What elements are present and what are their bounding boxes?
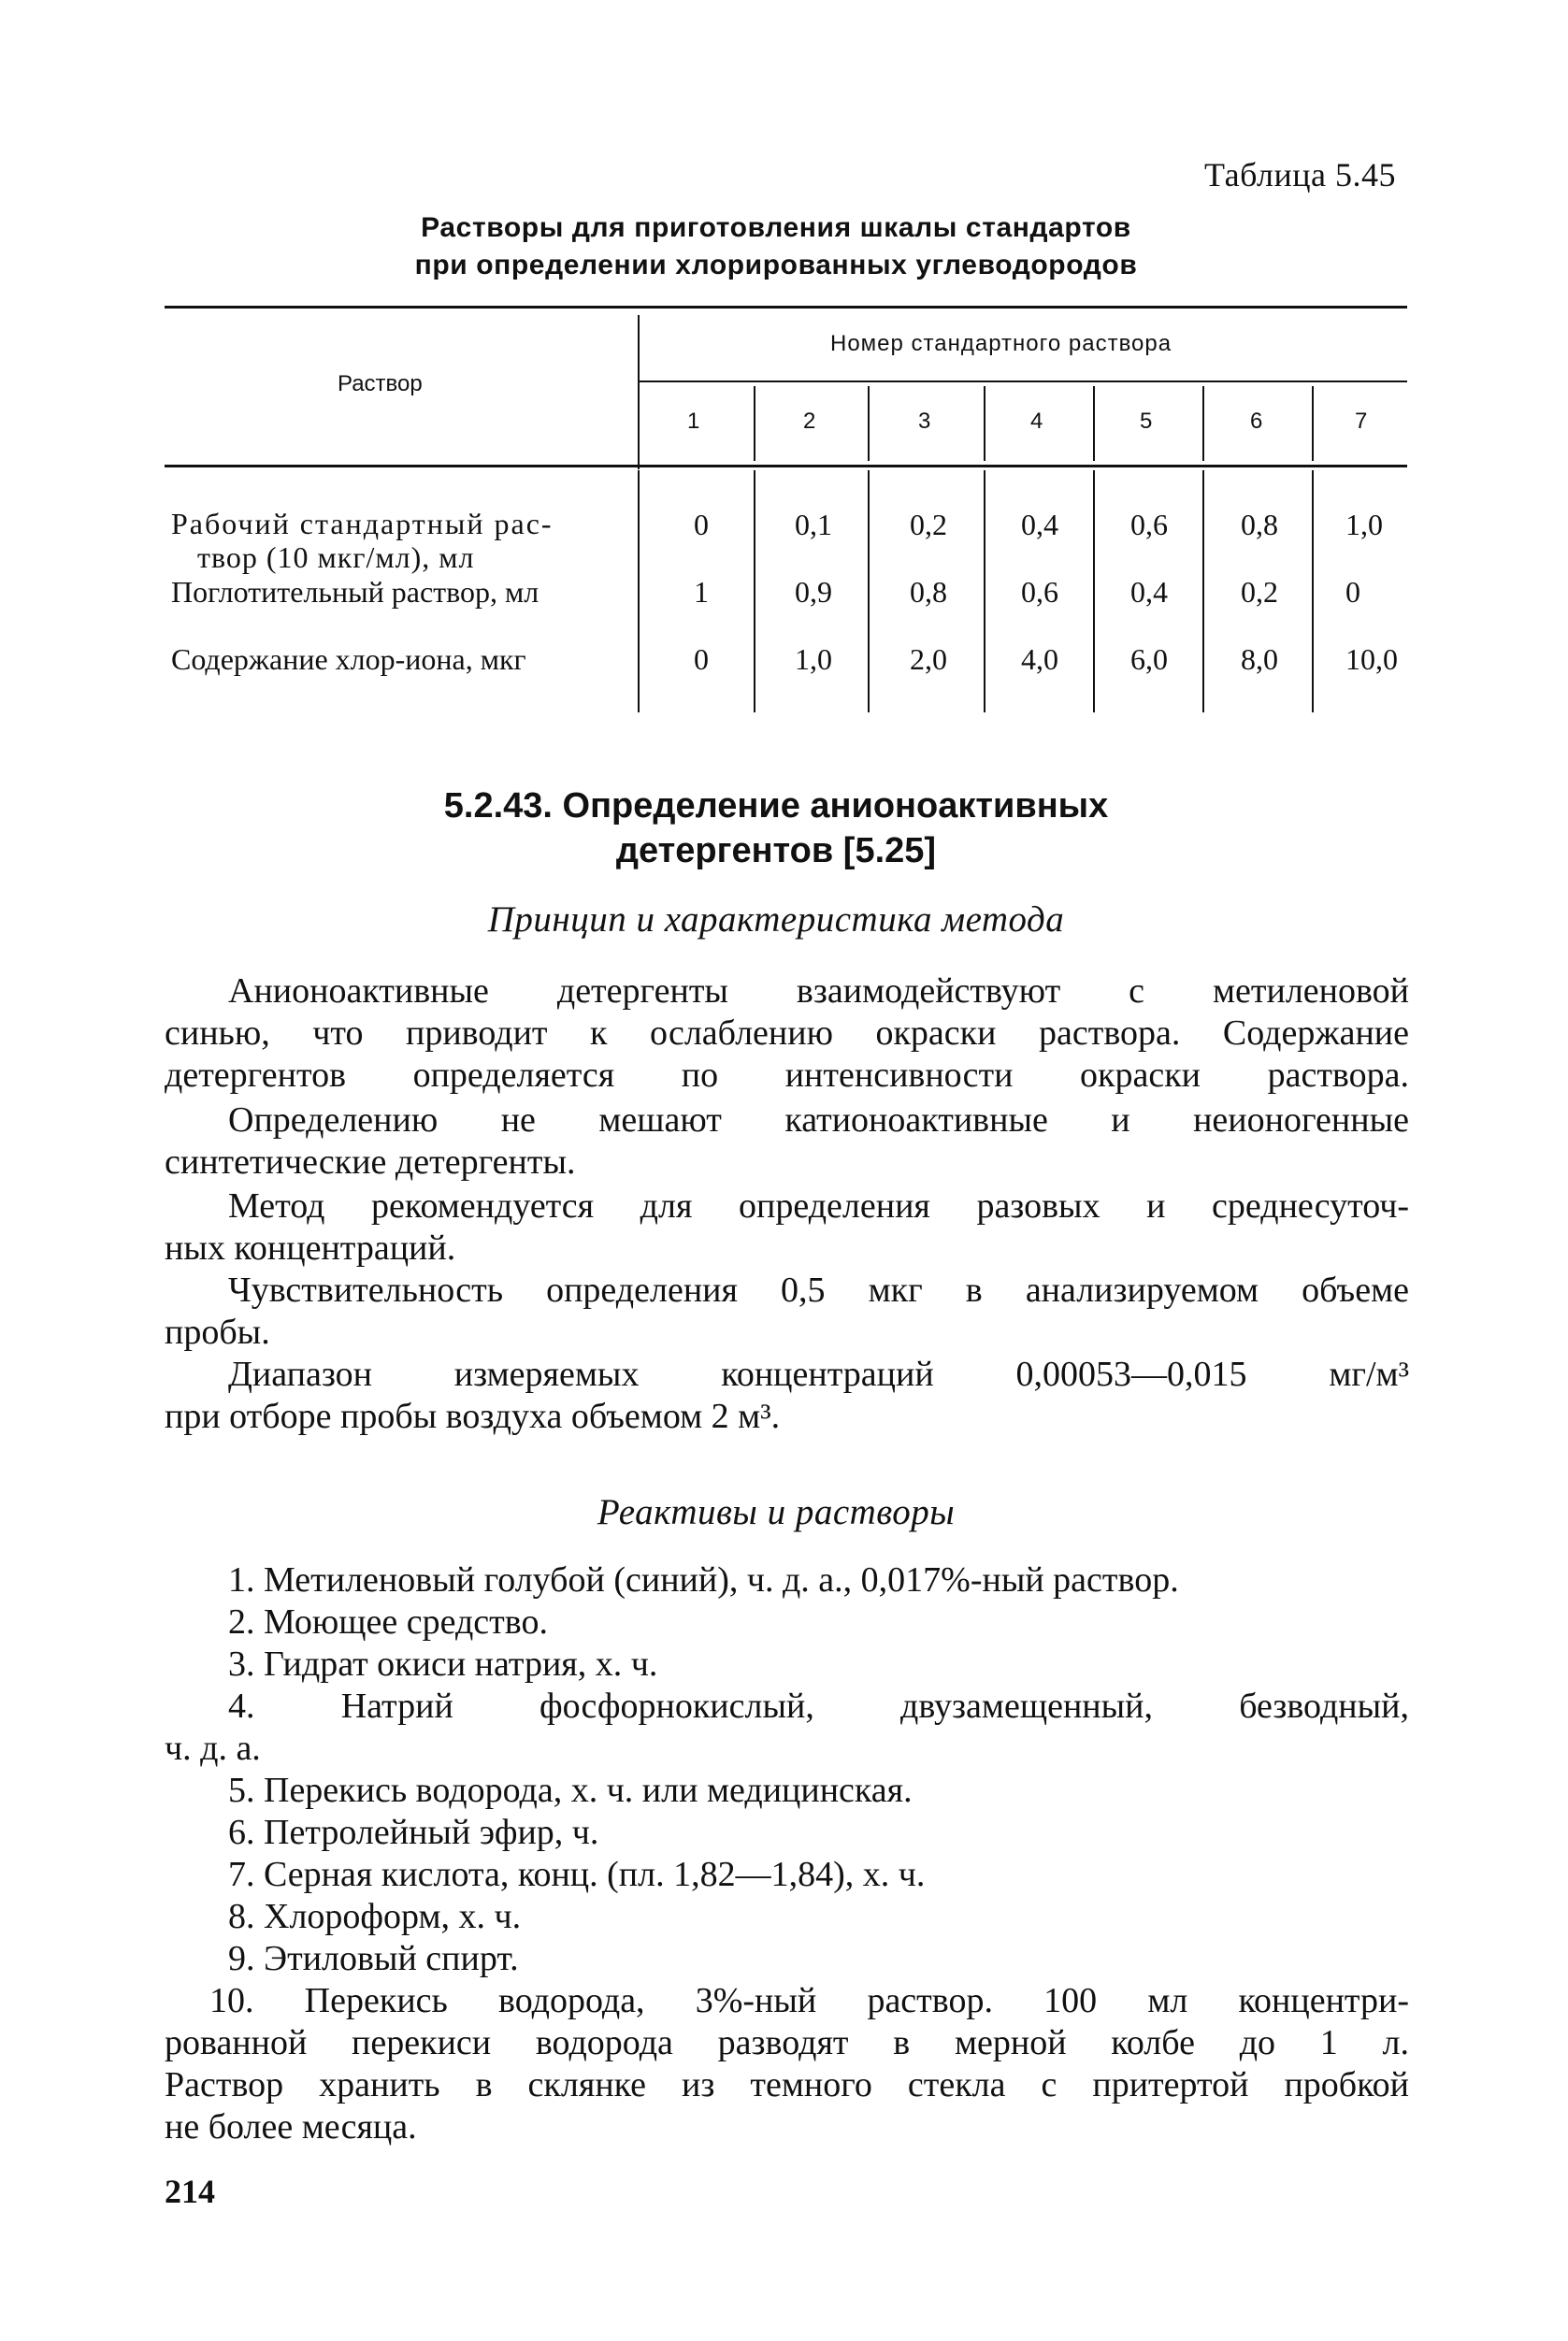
list-item: 8. Хлороформ, х. ч. [228,1897,522,1936]
paragraph-line: детергентов определяется по интенсивности окраски раствора. [165,1056,1409,1095]
section-title-line: детергентов [5.25] [615,831,937,870]
principle-heading: Принцип и характеристика метода [487,899,1065,940]
table-divider [754,386,755,461]
header-standard-number: Номер стандартного раствора [830,331,1172,356]
header-solution: Раствор [338,371,423,396]
table-divider [868,470,870,712]
table-cell: 0,6 [1130,508,1168,541]
table-cell: 6,0 [1130,642,1168,676]
reagents-heading: Реактивы и растворы [597,1492,956,1532]
reagents-list [165,1559,1409,2148]
column-header: 1 [687,409,700,434]
table-divider [868,386,870,461]
column-header: 6 [1250,409,1263,434]
table-cell: 1,0 [1345,508,1383,541]
table-cell: 0,6 [1021,575,1058,609]
table-header-rule [165,465,1407,467]
list-item: 9. Этиловый спирт. [228,1939,519,1978]
table-divider [1312,470,1314,712]
row-label [171,507,554,574]
paragraph [165,1354,1409,1438]
table-cell: 1,0 [795,642,832,676]
table-divider [984,386,985,461]
section-title [309,783,1244,873]
column-header: 7 [1355,409,1368,434]
row-label-line: Рабочий стандартный рас- [171,507,554,540]
paragraph-line: Чувствительность определения 0,5 мкг в анализируемом объеме [228,1271,1409,1310]
paragraph-line: Определению не мешают катионоактивные и неионогенные [228,1100,1409,1140]
list-item-continuation: ч. д. а. [165,1729,261,1768]
row-label: Поглотительный раствор, мл [171,575,539,609]
standards-table [165,306,1407,712]
table-divider [984,470,985,712]
list-item: 4. Натрий фосфорнокислый, двузамещенный, безводный, [228,1687,1409,1726]
paragraph-line: Диапазон измеряемых концентраций 0,00053—0,015 мг/м³ [228,1355,1409,1394]
table-caption-line: при определении хлорированных углеводородов [414,250,1138,280]
row-label: Содержание хлор-иона, мкг [171,642,526,676]
paragraph-line: Анионоактивные детергенты взаимодействуют с метиленовой [228,971,1409,1011]
table-subheader-rule [640,381,1407,382]
list-item: 6. Петролейный эфир, ч. [228,1813,599,1852]
paragraph-line: ных концентраций. [165,1228,456,1268]
table-cell: 0,4 [1021,508,1058,541]
paragraph-line: Метод рекомендуется для определения разовых и среднесуточ- [228,1186,1409,1226]
paragraph [165,1185,1409,1270]
table-divider [1202,470,1204,712]
paragraph [165,1099,1409,1184]
table-cell: 0,1 [795,508,832,541]
table-top-rule [165,306,1407,309]
column-header: 2 [803,409,816,434]
column-header: 4 [1030,409,1043,434]
list-item: 3. Гидрат окиси натрия, х. ч. [228,1644,658,1684]
list-item: 2. Моющее средство. [228,1602,548,1642]
table-cell: 8,0 [1241,642,1278,676]
column-header: 3 [918,409,931,434]
table-cell: 4,0 [1021,642,1058,676]
list-item-continuation: не более месяца. [165,2107,417,2147]
paragraph-line: при отборе пробы воздуха объемом 2 м³. [165,1397,781,1436]
table-cell: 0,4 [1130,575,1168,609]
paragraph-line: синью, что приводит к ослаблению окраски раствора. Содержание [165,1013,1409,1053]
table-cell: 0 [694,508,709,541]
table-cell: 0,9 [795,575,832,609]
table-caption [309,209,1244,284]
paragraph [165,1270,1409,1354]
page-number: 214 [165,2173,215,2210]
list-item: 7. Серная кислота, конц. (пл. 1,82—1,84), х. ч. [228,1855,926,1894]
table-divider [1202,386,1204,461]
table-cell: 0 [1345,575,1360,609]
table-cell: 1 [694,575,709,609]
table-divider [1312,386,1314,461]
row-label-line: твор (10 мкг/мл), мл [197,540,475,574]
paragraph [165,970,1409,1097]
table-cell: 0,2 [910,508,947,541]
table-cell: 0,2 [1241,575,1278,609]
table-divider [638,470,640,712]
list-item: 10. Перекись водорода, 3%-ный раствор. 100 мл концентри- [209,1981,1409,2020]
table-number: Таблица 5.45 [1204,156,1396,194]
section-title-line: 5.2.43. Определение анионоактивных [443,786,1109,826]
table-cell: 0,8 [910,575,947,609]
list-item: 5. Перекись водорода, х. ч. или медицинская. [228,1771,913,1810]
list-item-continuation: Раствор хранить в склянке из темного стекла с притертой пробкой [165,2065,1409,2104]
table-cell: 2,0 [910,642,947,676]
table-divider [754,470,755,712]
list-item-continuation: рованной перекиси водорода разводят в мерной колбе до 1 л. [165,2023,1409,2062]
table-cell: 0 [694,642,709,676]
list-item: 1. Метиленовый голубой (синий), ч. д. а., 0,017%-ный раствор. [228,1560,1179,1600]
table-caption-line: Растворы для приготовления шкалы стандартов [421,212,1131,243]
paragraph-line: пробы. [165,1313,270,1352]
column-header: 5 [1140,409,1153,434]
paragraph-line: синтетические детергенты. [165,1142,576,1182]
table-divider [638,315,640,469]
table-cell: 0,8 [1241,508,1278,541]
table-cell: 10,0 [1345,642,1398,676]
table-divider [1093,470,1095,712]
table-divider [1093,386,1095,461]
